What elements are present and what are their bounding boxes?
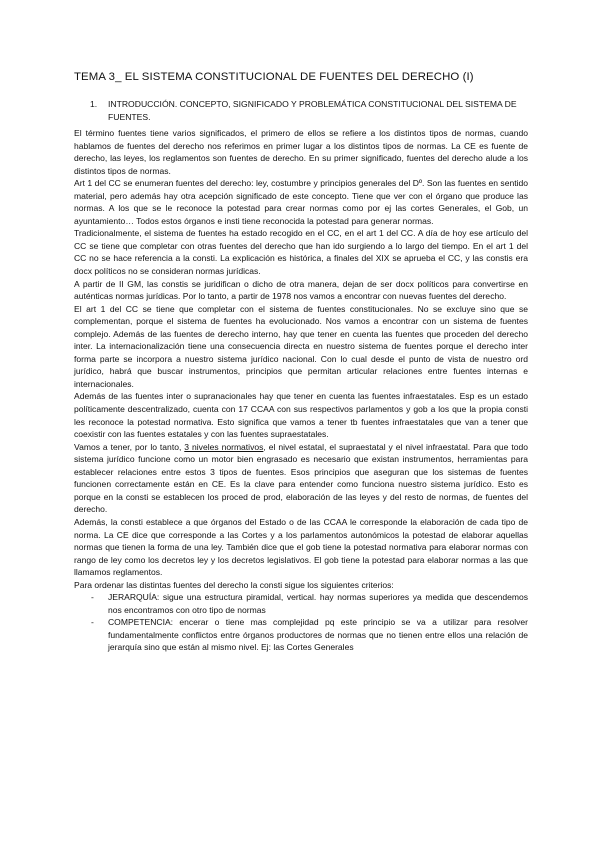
section-heading-text: INTRODUCCIÓN. CONCEPTO, SIGNIFICADO Y PROBLEMÁTICA CONSTITUCIONAL DEL SISTEMA DE FUENTES.: [108, 99, 517, 122]
paragraph: A partir de II GM, las constis se juridifican o dicho de otra manera, dejan de ser docx políticos para convertirse en auténticas normas jurídicas. Por lo tanto, a partir de 1978 nos vamos a encontrar con nuevas fuentes del derecho.: [74, 278, 528, 302]
paragraph: Además de las fuentes inter o supranacionales hay que tener en cuenta las fuentes infraestatales. Esp es un estado políticamente descentralizado, cuenta con 17 CCAA con sus respectivos parlamentos y gob a los que la propia consti les reconoce la potestad normativa. Esto significa que vamos a tener tb fuentes infraestatales que van a tener que coexistir con las fuentes estatales y con las fuentes supraestatales.: [74, 391, 528, 440]
list-item-text: JERARQUÍA: sigue una estructura piramidal, vertical. hay normas superiores ya medida que descendemos nos encontramos con otro tipo de normas: [108, 592, 528, 615]
paragraph: Además, la consti establece a que órganos del Estado o de las CCAA le corresponde la elaboración de cada tipo de norma. La CE dice que corresponde a las Cortes y a los parlamentos autonómicos la potestad de elaborar aquellas normas que tienen la forma de una ley. También dice que el gob tiene la potestad normativa para elaborar normas con rango de ley como los decretos ley y los decretos legislativos. El gob tiene la potestad para elaborar normas a las que llamamos reglamentos.: [74, 516, 528, 578]
criteria-list: [74, 591, 528, 654]
list-bullet: -: [91, 617, 94, 628]
section-heading: [90, 98, 528, 124]
paragraph: El art 1 del CC se tiene que completar con el sistema de fuentes constitucionales. No se excluye sino que se complementan, porque el sistema de fuentes ha evolucionado. Nos vamos a encontrar con un sistema de fuentes complejo. Además de las fuentes de derecho interno, hay que tener en cuenta las fuentes que proceden del derecho inter. La internacionalización tiene una consecuencia directa en nuestro sistema de fuentes porque el derecho inter forma parte se incorpora a nuestro sistema jurídico nacional. Con lo cual desde el punto de vista de nuestro ord jurídico, habrá que buscar instrumentos, principios que permitan articular relaciones entre fuentes internas e internacionales.: [74, 303, 528, 389]
list-item-text: COMPETENCIA: encerar o tiene mas complejidad pq este principio se va a utilizar para resolver fundamentalmente conflictos entre órganos productores de normas que no tienen entre ellos una relación de jerarquía sino que están al mismo nivel. Ej: las Cortes Generales: [108, 617, 528, 653]
document-body: [74, 127, 528, 654]
paragraph: Tradicionalmente, el sistema de fuentes ha estado recogido en el CC, en el art 1 del CC. A día de hoy ese artículo del CC se tiene que completar con otras fuentes del derecho que han ido surgiendo a lo largo del tiempo. En el art 1 del CC no se hace referencia a la consti. La explicación es histórica, a finales del XIX se aprueba el CC, y las constis era docx políticos no se consideran normas jurídicas.: [74, 228, 528, 277]
paragraph: [74, 441, 528, 516]
list-item: [74, 591, 528, 616]
list-item: [74, 616, 528, 654]
underlined-phrase: 3 niveles normativos: [184, 441, 264, 452]
paragraph-text: , el nivel estatal, el supraestatal y el nivel infraestatal. Para que todo sistema jurídico funcione como un motor bien engrasado es necesario que existan instrumentos, herramientas para establecer relaciones entre estos 3 tipos de fuentes. Esos principios que aseguran que los sistemas de fuentes funcionen correctamente están en CE. Es la clave para entender como funciona nuestro sistema jurídico. Esto es porque en la consti se establecen los proced de prod, elaboración de las leyes y del resto de normas, de fuentes del derecho.: [74, 441, 528, 515]
paragraph: El término fuentes tiene varios significados, el primero de ellos se refiere a los distintos tipos de normas, cuando hablamos de fuentes del derecho nos referimos en primer lugar a los distintos tipos de normas. La CE es fuente de derecho, las leyes, los reglamentos son fuentes de derecho. En su primer significado, fuentes del derecho alude a los distintos tipos de normas.: [74, 128, 528, 176]
list-bullet: -: [91, 592, 94, 603]
document-title: TEMA 3_ EL SISTEMA CONSTITUCIONAL DE FUENTES DEL DERECHO (I): [74, 71, 474, 83]
paragraph: Para ordenar las distintas fuentes del derecho la consti sigue los siguientes criterios:: [74, 579, 394, 590]
paragraph-text: Vamos a tener, por lo tanto,: [74, 441, 185, 452]
paragraph: Art 1 del CC se enumeran fuentes del derecho: ley, costumbre y principios generales del Dº. Son las fuentes en sentido material, pero además hay otra acepción significado de este concepto. Tiene que ver con el órgano que produce las normas. A los que se le reconoce la potestad para crear normas como por ej las cortes Generales, el Gob, un ayuntamiento… Todos estos órganos e insti tiene reconocida la potestad para generar normas.: [74, 178, 528, 226]
section-number: 1.: [90, 99, 98, 109]
